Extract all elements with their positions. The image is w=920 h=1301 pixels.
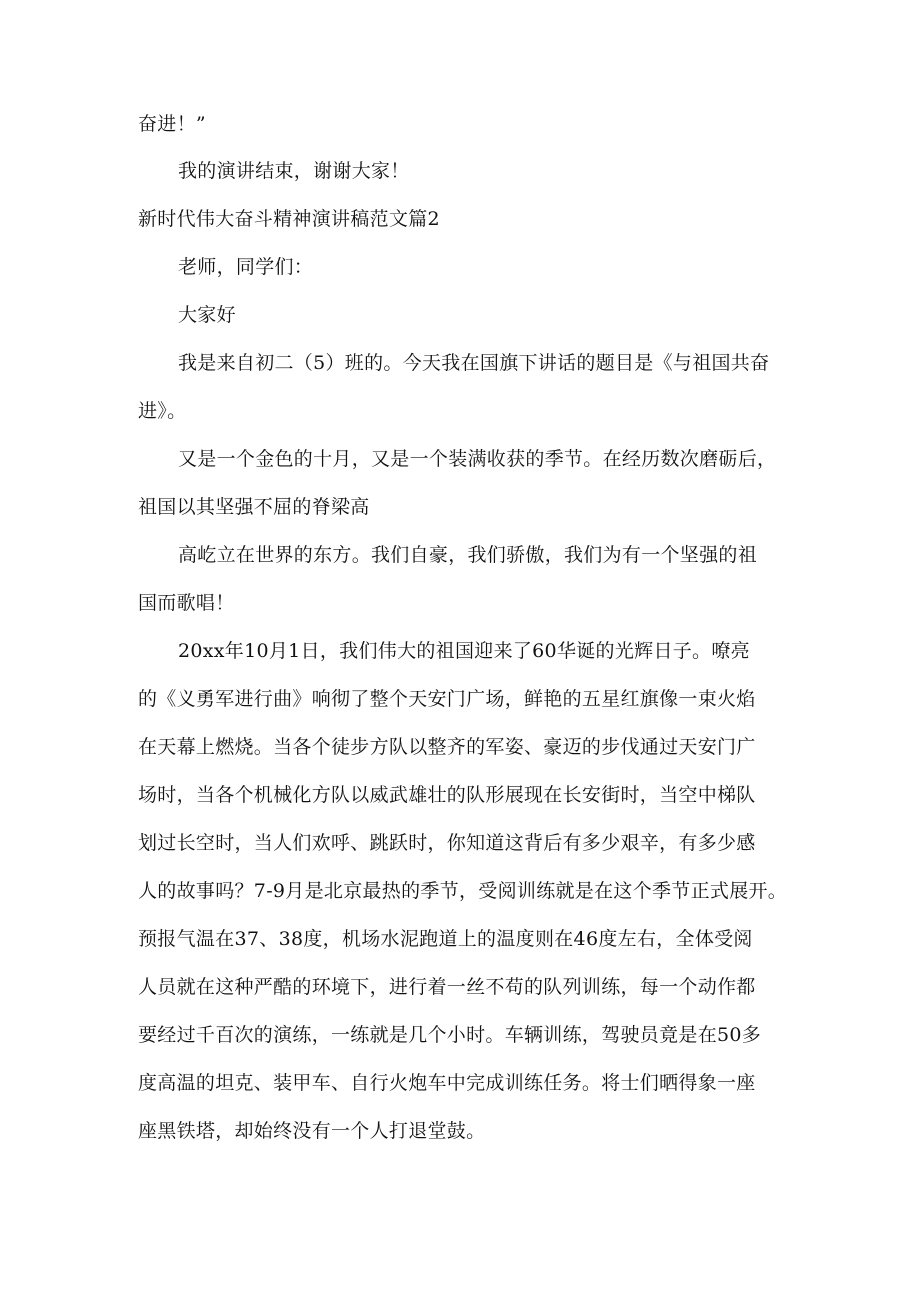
text-line: 预报气温在37、38度，机场水泥跑道上的温度则在46度左右，全体受阅 — [138, 928, 753, 950]
text-line: 我是来自初二（5）班的。今天我在国旗下讲话的题目是《与祖国共奋 — [178, 352, 770, 374]
text-line: 奋进！” — [138, 113, 206, 135]
text-line: 国而歌唱！ — [138, 592, 235, 614]
text-line: 进》。 — [138, 400, 187, 422]
text-line: 大家好 — [178, 304, 236, 326]
text-line: 要经过千百次的演练，一练就是几个小时。车辆训练，驾驶员竟是在50多 — [138, 1024, 762, 1046]
text-line: 人员就在这种严酷的环境下，进行着一丝不苟的队列训练，每一个动作都 — [138, 976, 756, 998]
text-line: 祖国以其坚强不屈的脊梁高 — [138, 496, 370, 518]
text-line: 的《义勇军进行曲》响彻了整个天安门广场，鲜艳的五星红旗像一束火焰 — [138, 688, 756, 710]
text-line: 老师，同学们： — [178, 256, 314, 278]
text-line: 高屹立在世界的东方。我们自豪，我们骄傲，我们为有一个坚强的祖 — [178, 544, 758, 566]
paragraph — [138, 447, 798, 543]
paragraph — [138, 255, 798, 303]
text-line: 人的故事吗？7-9月是北京最热的季节，受阅训练就是在这个季节正式展开。 — [138, 880, 788, 902]
paragraph — [138, 639, 798, 1167]
paragraph — [138, 303, 798, 351]
paragraph — [138, 543, 798, 639]
heading-text: 新时代伟大奋斗精神演讲稿范文篇2 — [138, 208, 440, 230]
text-line: 在天幕上燃烧。当各个徒步方队以整齐的军姿、豪迈的步伐通过天安门广 — [138, 736, 756, 758]
text-line: 座黑铁塔，却始终没有一个人打退堂鼓。 — [138, 1120, 486, 1142]
text-line: 我的演讲结束，谢谢大家！ — [178, 160, 410, 182]
paragraph — [138, 351, 798, 447]
section-heading — [138, 207, 798, 255]
text-line: 20xx年10月1日，我们伟大的祖国迎来了60华诞的光辉日子。嘹亮 — [178, 640, 750, 662]
text-line: 又是一个金色的十月，又是一个装满收获的季节。在经历数次磨砺后， — [178, 448, 777, 470]
text-line: 划过长空时，当人们欢呼、跳跃时，你知道这背后有多少艰辛，有多少感 — [138, 832, 756, 854]
text-line: 场时，当各个机械化方队以威武雄壮的队形展现在长安街时，当空中梯队 — [138, 784, 756, 806]
document-body — [138, 112, 798, 1167]
text-line: 度高温的坦克、装甲车、自行火炮车中完成训练任务。将士们晒得象一座 — [138, 1072, 756, 1094]
paragraph — [138, 112, 798, 159]
paragraph — [138, 159, 798, 207]
